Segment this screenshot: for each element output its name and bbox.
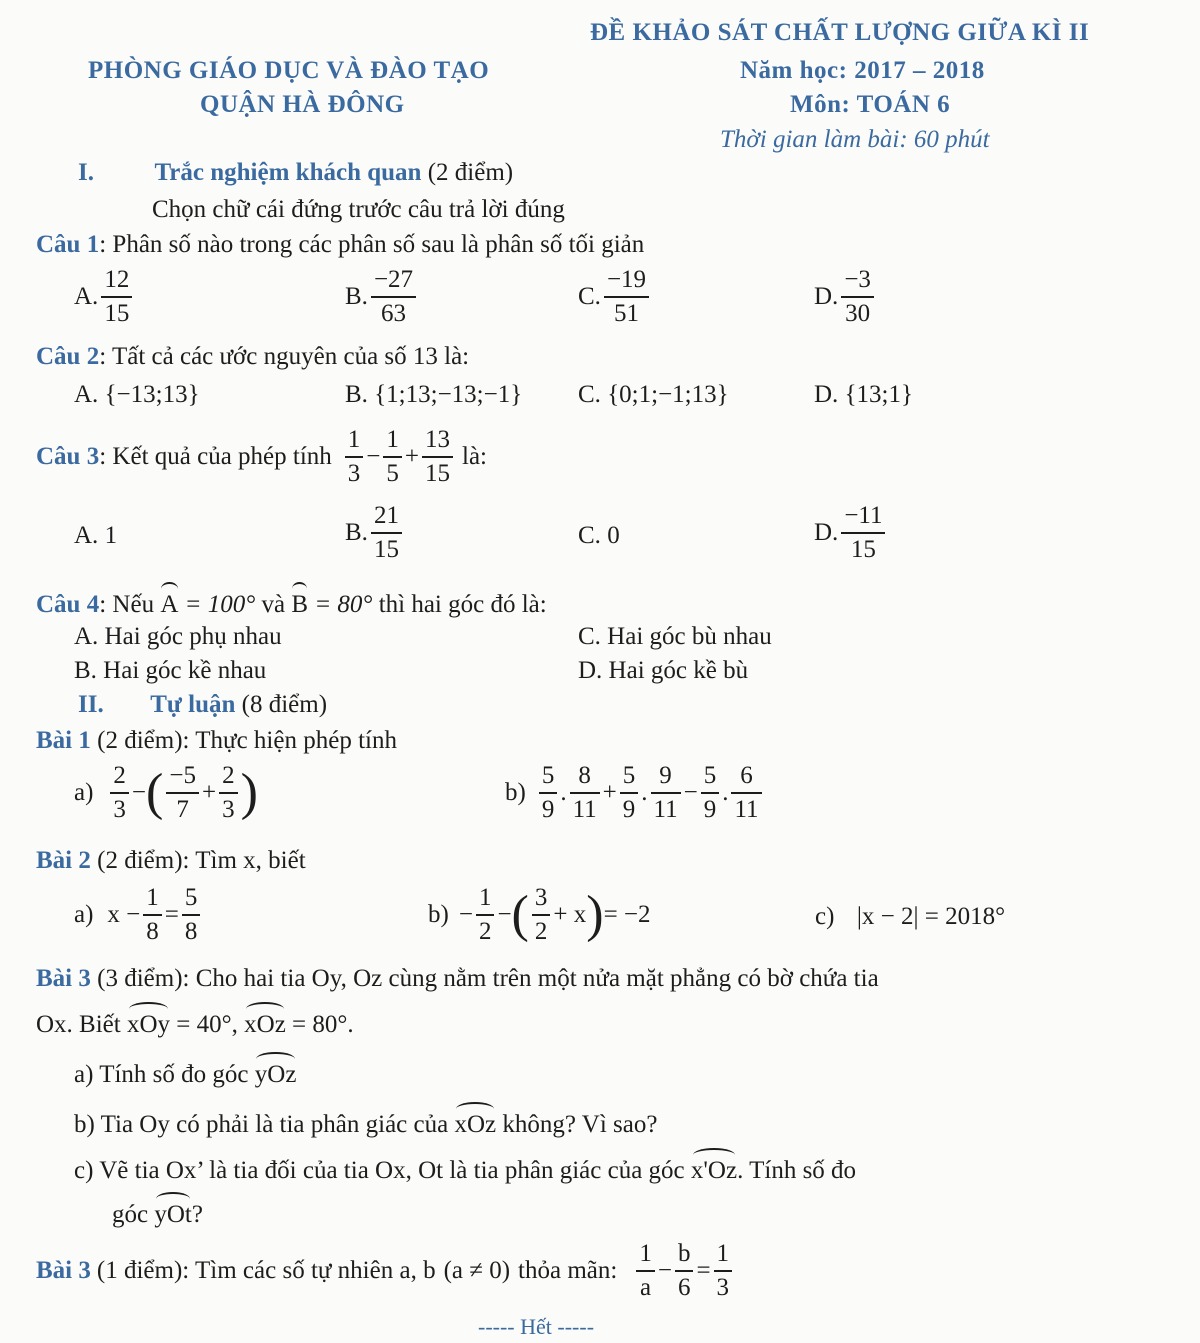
q4-label: Câu 4: [36, 591, 100, 618]
bai3-given: Ox. Biết xOy = 40°, xOz = 80°.: [36, 1011, 354, 1038]
fraction: $\frac{8}{11}$: [570, 762, 600, 823]
bai1-part-b: b) $\frac{5}{9}$ . $\frac{8}{11}$ + $\frac{5}{9}$ . $\frac{9}{11}$ − $\frac{5}{9}$ . $\frac{6}{11}$: [505, 762, 765, 823]
part1-title: Trắc nghiệm khách quan: [154, 159, 422, 186]
fraction: $\frac{5}{9}$: [539, 762, 558, 823]
q3-label: Câu 3: [36, 442, 100, 470]
school-year: Năm học: 2017 – 2018: [740, 57, 985, 84]
q1-option-b-letter: B.: [345, 282, 368, 310]
q3-option-b: B. $\frac{21}{15}$: [345, 502, 405, 563]
part1-number: I.: [78, 159, 94, 186]
bai1-label: Bài 1: [36, 727, 91, 754]
q3-option-a: A. 1: [74, 522, 118, 549]
angle-xoz-b: xOz: [454, 1111, 497, 1138]
bai4-label: Bài 3: [36, 1256, 91, 1284]
part1-instruction: Chọn chữ cái đứng trước câu trả lời đúng: [152, 196, 565, 223]
bai3-text: Bài 3 (3 điểm): Cho hai tia Oy, Oz cùng nằm trên một nửa mặt phẳng có bờ chứa tia: [36, 965, 879, 992]
bai2-text: Bài 2 (2 điểm): Tìm x, biết: [36, 847, 306, 874]
bai3-part-c-line2: góc yOt?: [112, 1201, 203, 1228]
part1-heading: [78, 158, 513, 188]
fraction: $\frac{9}{11}$: [651, 762, 681, 823]
q3-option-d: D. $\frac{-11}{15}$: [814, 502, 888, 563]
fraction: $\frac{-11}{15}$: [841, 502, 885, 563]
angle-yot: yOt: [154, 1201, 192, 1228]
q2-option-a: A. {−13;13}: [74, 381, 200, 408]
fraction: $\frac{6}{11}$: [731, 762, 761, 823]
bai3-part-c: c) Vẽ tia Ox’ là tia đối của tia Ox, Ot là tia phân giác của góc x'Oz. Tính số đo: [74, 1157, 857, 1184]
part2-points: (8 điểm): [241, 691, 328, 718]
fraction: $\frac{-19}{51}$: [604, 266, 649, 327]
bai4-text: Bài 3 (1 điểm): Tìm các số tự nhiên a, b (a ≠ 0) thỏa mãn: $\frac{1}{a}$ − $\frac{b}{6}$ = $\frac{1}{3}$: [36, 1240, 735, 1301]
angle-xoy: xOy: [126, 1011, 171, 1038]
q2-option-c: C. {0;1;−1;13}: [578, 381, 729, 408]
fraction: $\frac{1}{2}$: [476, 884, 495, 945]
fraction: $\frac{21}{15}$: [371, 502, 402, 563]
fraction: $\frac{b}{6}$: [675, 1240, 694, 1301]
bai1-part-a: a) $\frac{2}{3}$ − ( $\frac{-5}{7}$ + $\frac{2}{3}$ ): [74, 762, 258, 823]
fraction: $\frac{5}{8}$: [182, 884, 201, 945]
q1-option-c: [578, 266, 652, 327]
q4-option-c: C. Hai góc bù nhau: [578, 623, 772, 650]
q4-option-b: B. Hai góc kề nhau: [74, 657, 267, 684]
fraction: $\frac{1}{3}$: [714, 1240, 733, 1301]
fraction: $\frac{1}{8}$: [143, 884, 162, 945]
q1-text: [36, 230, 644, 260]
exam-time: Thời gian làm bài: 60 phút: [720, 126, 990, 153]
angle-a: A: [160, 591, 179, 618]
q1-option-d-letter: D.: [814, 282, 839, 310]
q1-option-a-letter: A.: [74, 282, 99, 310]
part2-title: Tự luận: [150, 691, 236, 718]
fraction: $\frac{-3}{30}$: [841, 266, 874, 327]
q1-option-b: [345, 266, 419, 327]
bai2-label: Bài 2: [36, 847, 91, 874]
fraction: $\frac{3}{2}$: [532, 884, 551, 945]
fraction: $\frac{1}{5}$: [383, 426, 402, 487]
q1-option-a: [74, 266, 135, 327]
angle-b: B: [291, 591, 309, 618]
q2-text: [36, 342, 469, 372]
angle-yoz: yOz: [254, 1061, 297, 1088]
fraction: $\frac{1}{3}$: [345, 426, 364, 487]
q4-option-a: A. Hai góc phụ nhau: [74, 623, 282, 650]
bai3-part-a: a) Tính số đo góc yOz: [74, 1061, 297, 1088]
q1-option-d: [814, 266, 877, 327]
fraction: $\frac{2}{3}$: [110, 762, 129, 823]
department-line2: QUẬN HÀ ĐÔNG: [200, 91, 405, 118]
fraction: $\frac{12}{15}$: [101, 266, 132, 327]
angle-xoz: xOz: [244, 1011, 286, 1038]
part2-number: II.: [78, 691, 104, 718]
fraction: $\frac{-5}{7}$: [166, 762, 199, 823]
q2-option-d: D. {13;1}: [814, 381, 914, 408]
subject: Môn: TOÁN 6: [790, 91, 951, 118]
department-line1: PHÒNG GIÁO DỤC VÀ ĐÀO TẠO: [88, 57, 490, 84]
q2-question: : Tất cả các ước nguyên của số 13 là:: [99, 343, 470, 370]
fraction: $\frac{13}{15}$: [422, 426, 453, 487]
q3-question: : Kết quả của phép tính: [99, 442, 332, 470]
bai1-text: Bài 1 (2 điểm): Thực hiện phép tính: [36, 727, 397, 754]
bai3-part-b: b) Tia Oy có phải là tia phân giác của xOz không? Vì sao?: [74, 1111, 658, 1138]
q1-label: Câu 1: [36, 231, 100, 258]
fraction: $\frac{2}{3}$: [219, 762, 238, 823]
fraction: $\frac{5}{9}$: [701, 762, 720, 823]
q2-option-b: B. {1;13;−13;−1}: [345, 381, 523, 408]
q4-text: Câu 4: Nếu A = 100° và B = 80° thì hai góc đó là:: [36, 591, 547, 618]
part1-points: (2 điểm): [427, 159, 514, 186]
bai2-part-a: a) x − $\frac{1}{8}$ = $\frac{5}{8}$: [74, 884, 203, 945]
bai2-part-b: b) − $\frac{1}{2}$ − ( $\frac{3}{2}$ + x ) = −2: [428, 884, 651, 945]
fraction: $\frac{5}{9}$: [620, 762, 639, 823]
q1-question: : Phân số nào trong các phân số sau là phân số tối giản: [99, 231, 645, 258]
fraction: $\frac{-27}{63}$: [371, 266, 416, 327]
q1-option-c-letter: C.: [578, 282, 601, 310]
q3-text: Câu 3 : Kết quả của phép tính $\frac{1}{3}$ − $\frac{1}{5}$ + $\frac{13}{15}$ là:: [36, 426, 488, 487]
part2-heading: [78, 690, 327, 720]
exam-title: ĐỀ KHẢO SÁT CHẤT LƯỢNG GIỮA KÌ II: [590, 19, 1090, 46]
q3-option-c: C. 0: [578, 522, 620, 549]
bai2-part-c: c) |x − 2| = 2018°: [815, 903, 1006, 930]
fraction: $\frac{1}{a}$: [636, 1240, 655, 1301]
bai3-label: Bài 3: [36, 965, 91, 992]
q4-option-d: D. Hai góc kề bù: [578, 657, 749, 684]
angle-x-prime-oz: x'Oz: [690, 1157, 738, 1184]
end-marker: ----- Hết -----: [478, 1314, 595, 1339]
q2-label: Câu 2: [36, 343, 100, 370]
